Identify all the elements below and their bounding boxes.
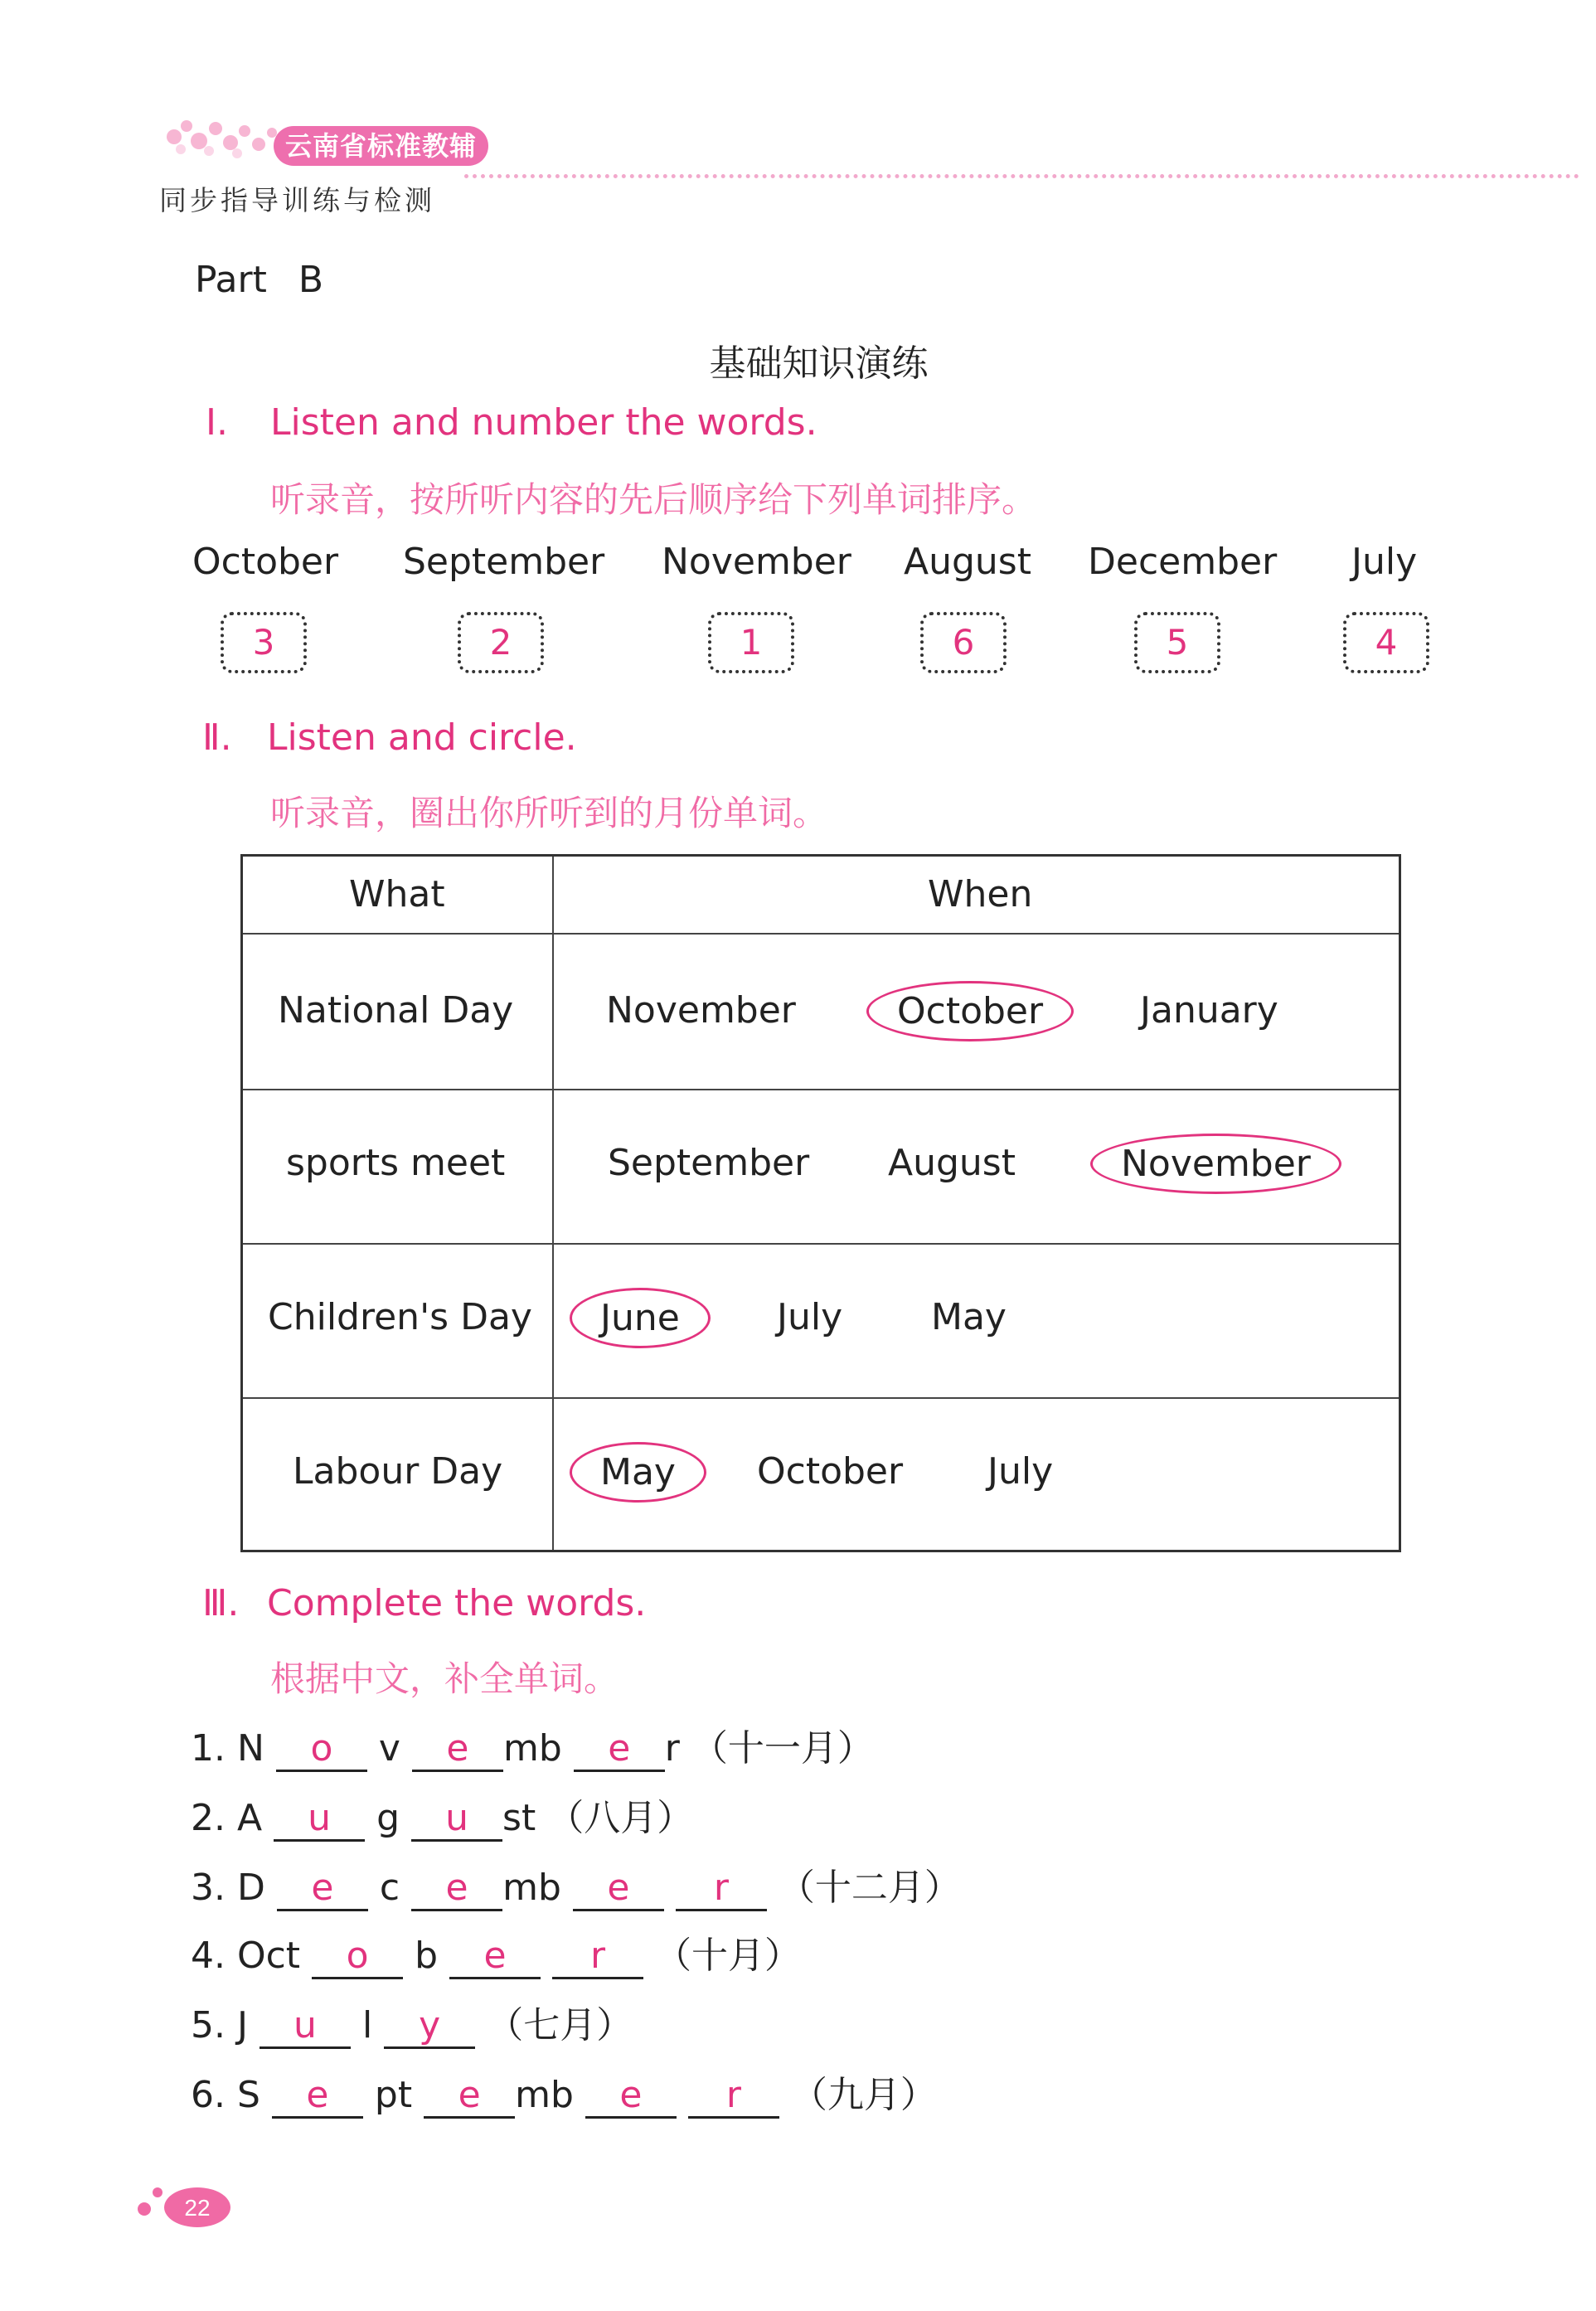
section2-instruction: 听录音，圈出你所听到的月份单词。 (270, 793, 828, 833)
given-letters: J (236, 2004, 248, 2046)
given-letters: g (376, 1797, 400, 1839)
header-when: When (928, 873, 1033, 915)
fill-blank[interactable]: u (274, 1797, 365, 1842)
event-label: National Day (278, 989, 514, 1032)
dot-decoration-icon (153, 2187, 163, 2197)
given-letters: v (378, 1727, 400, 1770)
item-number: 1. (191, 1727, 226, 1770)
answer-box[interactable]: 3 (221, 612, 307, 673)
given-letters: mb (502, 1727, 562, 1770)
fill-blank[interactable]: u (411, 1797, 502, 1842)
flower-decoration-icon (158, 108, 282, 166)
item-number: 3. (191, 1867, 226, 1909)
circle-table (240, 854, 1401, 1552)
fill-blank[interactable]: e (411, 1867, 502, 1911)
given-letters: N (236, 1727, 264, 1770)
table-column-divider (552, 857, 554, 1550)
month-option-circled[interactable]: June (570, 1288, 711, 1348)
chinese-meaning: （十月） (655, 1935, 801, 1977)
fill-blank[interactable]: o (312, 1935, 403, 1979)
page-number: 22 (184, 2195, 211, 2221)
word-item (191, 2065, 937, 2119)
answer-box[interactable]: 5 (1134, 612, 1220, 673)
series-title: 云南省标准教辅 (274, 126, 488, 166)
month-word: August (904, 541, 1031, 583)
event-label: Labour Day (293, 1450, 503, 1493)
fill-blank[interactable]: e (412, 1727, 503, 1772)
fill-blank[interactable]: u (260, 2004, 351, 2049)
chinese-meaning: （九月） (790, 2074, 937, 2116)
section1-title (206, 401, 817, 444)
month-word: October (192, 541, 339, 583)
part-label: Part B (195, 259, 324, 301)
fill-blank[interactable]: e (424, 2074, 515, 2119)
fill-blank[interactable]: e (573, 1867, 664, 1911)
chinese-meaning: （八月） (547, 1797, 694, 1839)
section3-number: Ⅲ. (202, 1582, 240, 1624)
given-letters: r (664, 1727, 680, 1770)
month-word: November (662, 541, 851, 583)
section3-title (202, 1582, 646, 1624)
section2-number: Ⅱ. (202, 716, 232, 759)
section2-title (202, 716, 577, 759)
header-what: What (349, 873, 445, 915)
given-letters: A (236, 1797, 263, 1839)
table-row-divider (243, 933, 1399, 935)
table-row-divider (243, 1089, 1399, 1090)
table-row-divider (243, 1243, 1399, 1245)
section1-instruction: 听录音，按所听内容的先后顺序给下列单词排序。 (270, 479, 1037, 520)
item-number: 6. (191, 2074, 226, 2116)
fill-blank[interactable]: r (676, 1867, 767, 1911)
header-divider (464, 174, 1579, 178)
book-subtitle: 同步指导训练与检测 (159, 184, 435, 216)
event-label: Children's Day (268, 1296, 532, 1338)
fill-blank[interactable]: e (277, 1867, 368, 1911)
fill-blank[interactable]: y (384, 2004, 475, 2049)
section3-title-text: Complete the words. (267, 1582, 647, 1624)
month-word: December (1088, 541, 1278, 583)
given-letters: S (236, 2074, 260, 2116)
month-option[interactable]: November (606, 989, 796, 1032)
given-letters: mb (515, 2074, 574, 2116)
given-letters: c (379, 1867, 400, 1909)
answer-box[interactable]: 1 (708, 612, 794, 673)
month-option[interactable]: May (931, 1296, 1007, 1338)
dot-decoration-icon (138, 2202, 151, 2216)
month-word: September (403, 541, 605, 583)
item-number: 2. (191, 1797, 226, 1839)
given-letters: l (361, 2004, 373, 2046)
answer-box[interactable]: 2 (458, 612, 544, 673)
word-item (191, 1788, 693, 1842)
word-item (191, 1857, 961, 1911)
item-number: 5. (191, 2004, 226, 2046)
given-letters: mb (502, 1867, 561, 1909)
page-number-badge (133, 2179, 234, 2229)
month-option[interactable]: July (987, 1450, 1054, 1493)
section-heading: 基础知识演练 (709, 342, 929, 385)
fill-blank[interactable]: e (574, 1727, 665, 1772)
section2-title-text: Listen and circle. (267, 716, 577, 759)
fill-blank[interactable]: r (688, 2074, 779, 2119)
chinese-meaning: （十二月） (778, 1867, 961, 1909)
table-row-divider (243, 1397, 1399, 1399)
answer-box[interactable]: 6 (920, 612, 1007, 673)
chinese-meaning: （七月） (487, 2004, 633, 2046)
month-word: July (1351, 541, 1418, 583)
month-option[interactable]: August (888, 1142, 1016, 1184)
given-letters: st (502, 1797, 536, 1839)
fill-blank[interactable]: o (276, 1727, 367, 1772)
month-option-circled[interactable]: May (570, 1442, 706, 1503)
month-option[interactable]: July (777, 1296, 843, 1338)
fill-blank[interactable]: r (552, 1935, 643, 1979)
month-option-circled[interactable]: November (1090, 1134, 1341, 1194)
item-number: 4. (191, 1935, 226, 1977)
given-letters: Oct (236, 1935, 301, 1977)
fill-blank[interactable]: e (585, 2074, 677, 2119)
month-option[interactable]: October (757, 1450, 904, 1493)
given-letters: D (236, 1867, 265, 1909)
answer-box[interactable]: 4 (1343, 612, 1429, 673)
word-item (191, 1925, 801, 1979)
given-letters: b (415, 1935, 438, 1977)
word-item (191, 1718, 874, 1772)
month-option[interactable]: September (608, 1142, 810, 1184)
section3-instruction: 根据中文，补全单词。 (270, 1658, 619, 1699)
month-option[interactable]: January (1140, 989, 1278, 1032)
fill-blank[interactable]: e (272, 2074, 363, 2119)
chinese-meaning: （十一月） (691, 1727, 874, 1770)
given-letters: pt (374, 2074, 413, 2116)
section1-number: Ⅰ. (206, 401, 228, 444)
section1-title-text: Listen and number the words. (270, 401, 817, 444)
event-label: sports meet (286, 1142, 506, 1184)
fill-blank[interactable]: e (449, 1935, 541, 1979)
word-item (191, 1995, 633, 2049)
month-option-circled[interactable]: October (866, 981, 1074, 1041)
